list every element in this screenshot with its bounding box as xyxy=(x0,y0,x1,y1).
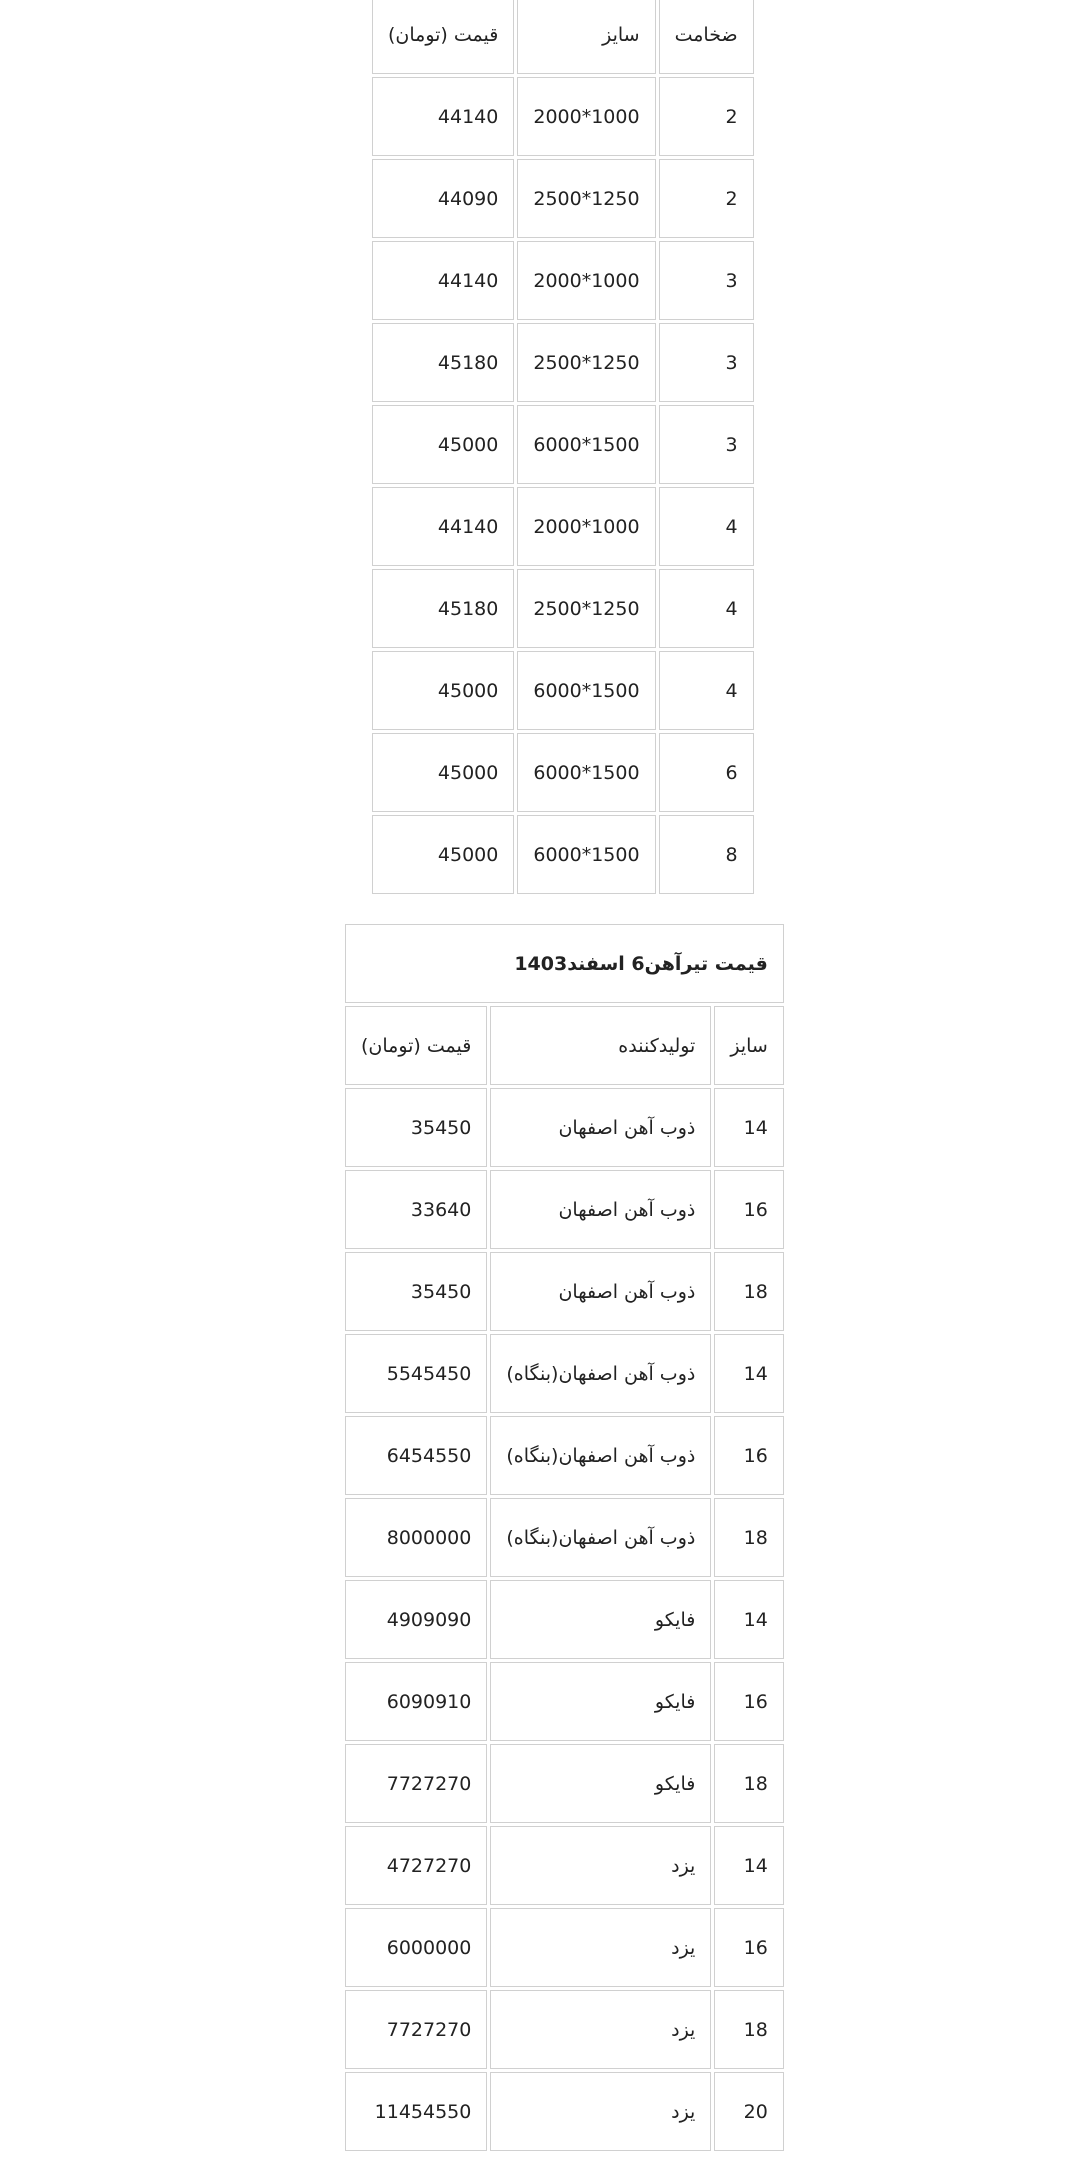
cell-producer: ذوب آهن اصفهان xyxy=(490,1170,711,1249)
table-row xyxy=(372,323,754,402)
table-row xyxy=(372,77,754,156)
cell-thickness: 4 xyxy=(659,569,754,648)
table-row xyxy=(372,569,754,648)
cell-price: 44140 xyxy=(372,241,514,320)
cell-producer: فایکو xyxy=(490,1580,711,1659)
beam-price-table xyxy=(342,921,787,2154)
cell-price: 45000 xyxy=(372,733,514,812)
table-row xyxy=(345,1088,784,1167)
header-thickness: ضخامت xyxy=(659,0,754,74)
cell-size: 16 xyxy=(714,1170,783,1249)
cell-producer: یزد xyxy=(490,1908,711,1987)
cell-thickness: 4 xyxy=(659,651,754,730)
cell-price: 35450 xyxy=(345,1088,487,1167)
table-row xyxy=(372,815,754,894)
cell-size: 1500*6000 xyxy=(517,651,655,730)
header-price: قیمت (تومان) xyxy=(345,1006,487,1085)
cell-size: 14 xyxy=(714,1088,783,1167)
cell-size: 18 xyxy=(714,1990,783,2069)
table-title-row xyxy=(345,924,784,1003)
table-row xyxy=(372,405,754,484)
cell-price: 6090910 xyxy=(345,1662,487,1741)
header-size: سایز xyxy=(714,1006,783,1085)
table-row xyxy=(372,733,754,812)
cell-producer: فایکو xyxy=(490,1662,711,1741)
cell-size: 18 xyxy=(714,1252,783,1331)
cell-price: 44140 xyxy=(372,487,514,566)
table-header-row xyxy=(372,0,754,74)
cell-price: 6454550 xyxy=(345,1416,487,1495)
cell-size: 18 xyxy=(714,1744,783,1823)
cell-size: 18 xyxy=(714,1498,783,1577)
cell-thickness: 6 xyxy=(659,733,754,812)
cell-size: 14 xyxy=(714,1580,783,1659)
beam-table-body xyxy=(345,924,784,2151)
cell-producer: ذوب آهن اصفهان xyxy=(490,1088,711,1167)
table-row xyxy=(372,159,754,238)
cell-price: 4909090 xyxy=(345,1580,487,1659)
cell-thickness: 8 xyxy=(659,815,754,894)
cell-thickness: 4 xyxy=(659,487,754,566)
cell-price: 7727270 xyxy=(345,1744,487,1823)
cell-price: 45000 xyxy=(372,815,514,894)
cell-thickness: 2 xyxy=(659,159,754,238)
cell-producer: یزد xyxy=(490,1826,711,1905)
cell-size: 1000*2000 xyxy=(517,77,655,156)
cell-producer: ذوب آهن اصفهان(بنگاه) xyxy=(490,1334,711,1413)
table-row xyxy=(345,1580,784,1659)
cell-size: 16 xyxy=(714,1416,783,1495)
table-row xyxy=(345,1744,784,1823)
cell-size: 1250*2500 xyxy=(517,159,655,238)
table-row xyxy=(345,1334,784,1413)
cell-thickness: 3 xyxy=(659,405,754,484)
cell-producer: فایکو xyxy=(490,1744,711,1823)
table-row xyxy=(345,1170,784,1249)
cell-producer: ذوب آهن اصفهان xyxy=(490,1252,711,1331)
cell-size: 14 xyxy=(714,1826,783,1905)
cell-producer: یزد xyxy=(490,1990,711,2069)
cell-size: 1250*2500 xyxy=(517,569,655,648)
header-price: قیمت (تومان) xyxy=(372,0,514,74)
cell-size: 14 xyxy=(714,1334,783,1413)
table-row xyxy=(345,1908,784,1987)
cell-price: 45180 xyxy=(372,569,514,648)
cell-size: 1500*6000 xyxy=(517,815,655,894)
table-row xyxy=(345,2072,784,2151)
cell-size: 1500*6000 xyxy=(517,733,655,812)
beam-table-title: قیمت تیرآهن6 اسفند1403 xyxy=(345,924,784,1003)
cell-price: 6000000 xyxy=(345,1908,487,1987)
cell-price: 35450 xyxy=(345,1252,487,1331)
cell-price: 44140 xyxy=(372,77,514,156)
table-row xyxy=(345,1826,784,1905)
cell-price: 4727270 xyxy=(345,1826,487,1905)
cell-size: 16 xyxy=(714,1662,783,1741)
cell-price: 7727270 xyxy=(345,1990,487,2069)
cell-price: 45000 xyxy=(372,405,514,484)
table-row xyxy=(345,1252,784,1331)
cell-price: 5545450 xyxy=(345,1334,487,1413)
header-producer: تولیدکننده xyxy=(490,1006,711,1085)
cell-producer: ذوب آهن اصفهان(بنگاه) xyxy=(490,1416,711,1495)
table-row xyxy=(345,1498,784,1577)
table-row xyxy=(345,1416,784,1495)
cell-price: 33640 xyxy=(345,1170,487,1249)
cell-producer: ذوب آهن اصفهان(بنگاه) xyxy=(490,1498,711,1577)
cell-price: 8000000 xyxy=(345,1498,487,1577)
cell-size: 20 xyxy=(714,2072,783,2151)
table-row xyxy=(372,651,754,730)
cell-thickness: 2 xyxy=(659,77,754,156)
cell-size: 1500*6000 xyxy=(517,405,655,484)
cell-thickness: 3 xyxy=(659,323,754,402)
cell-price: 11454550 xyxy=(345,2072,487,2151)
table-header-row xyxy=(345,1006,784,1085)
cell-size: 16 xyxy=(714,1908,783,1987)
table-row xyxy=(345,1990,784,2069)
table-row xyxy=(345,1662,784,1741)
header-size: سایز xyxy=(517,0,655,74)
cell-producer: یزد xyxy=(490,2072,711,2151)
table-row xyxy=(372,241,754,320)
cell-price: 45180 xyxy=(372,323,514,402)
sheet-price-table xyxy=(369,0,757,897)
cell-size: 1000*2000 xyxy=(517,487,655,566)
cell-price: 45000 xyxy=(372,651,514,730)
sheet-table-body xyxy=(372,0,754,894)
cell-thickness: 3 xyxy=(659,241,754,320)
cell-size: 1000*2000 xyxy=(517,241,655,320)
cell-size: 1250*2500 xyxy=(517,323,655,402)
table-row xyxy=(372,487,754,566)
cell-price: 44090 xyxy=(372,159,514,238)
